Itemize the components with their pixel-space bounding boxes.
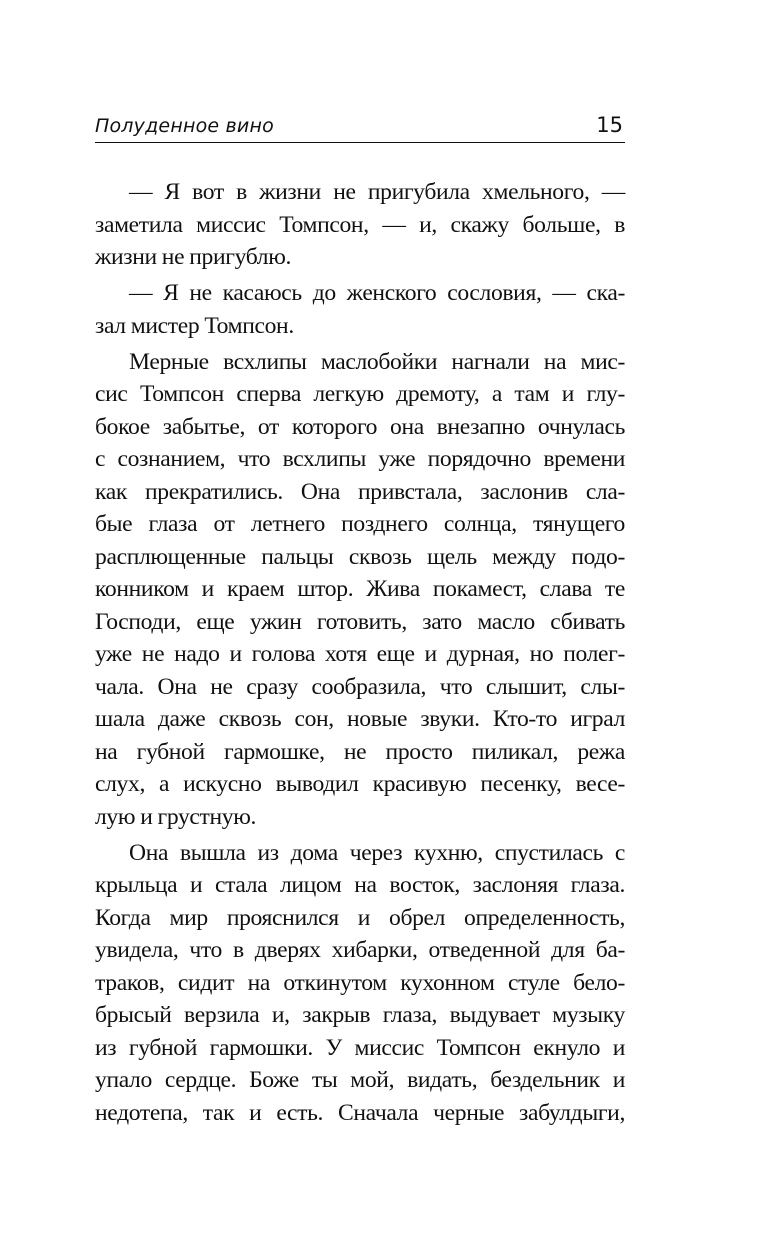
text-line: слух, а искусно выводил красивую песенку, весе- [95,771,625,797]
text-line: шала даже сквозь сон, новые звуки. Кто-то играл [95,706,625,732]
text-line: бокое забытье, от которого она внезапно очнулась [95,413,625,440]
text-line: лую и грустную. [95,803,257,830]
text-line: чала. Она не сразу сообразила, что слышит, слы- [95,673,625,700]
text-line: расплющенные пальцы сквозь щель между подо- [95,543,625,570]
text-line: упало сердце. Боже ты мой, видать, бездельник и [95,1067,625,1093]
running-header [95,112,625,143]
text-line: с сознанием, что всхлипы уже порядочно времени [95,446,625,472]
text-line: как прекратились. Она привстала, заслонив сла- [95,478,625,505]
text-line: жизни не пригублю. [95,244,292,270]
text-line: крыльца и стала лицом на восток, заслоняя глаза. [95,872,625,898]
text-line: — Я не касаюсь до женского сословия, — ска- [129,280,625,306]
text-line: уже не надо и голова хотя еще и дурная, но полег- [95,641,625,667]
running-title: Полуденное вино [95,115,274,137]
book-page [95,112,625,1129]
text-line: Когда мир прояснился и обрел определенность, [95,904,625,931]
text-line: сис Томпсон сперва легкую дремоту, а там и глу- [95,381,625,407]
body-text [95,176,625,1129]
text-line: конником и краем штор. Жива покамест, слава те [95,576,625,602]
text-line: недотепа, так и есть. Сначала черные забулдыги, [95,1099,625,1126]
text-line: траков, сидит на откинутом кухонном стуле бело- [95,969,625,996]
text-line: — Я вот в жизни не пригубила хмельного, — [129,179,625,205]
text-line: брысый верзила и, закрыв глаза, выдувает музыку [95,1002,625,1028]
text-line: из губной гармошки. У миссис Томпсон екнуло и [95,1034,625,1061]
text-line: бые глаза от летнего позднего солнца, тянущего [95,511,625,537]
text-line: увидела, что в дверях хибарки, отведенной для ба- [95,937,625,963]
text-line: на губной гармошке, не просто пиликал, режа [95,738,625,765]
text-line: зал мистер Томпсон. [95,312,294,339]
text-line: Мерные всхлипы маслобойки нагнали на мис- [129,348,625,375]
text-line: Она вышла из дома через кухню, спустилась с [129,839,625,866]
text-line: Господи, еще ужин готовить, зато масло сбивать [95,608,625,635]
text-line: заметила миссис Томпсон, — и, скажу больше, в [95,211,625,238]
page-number: 15 [596,113,623,137]
